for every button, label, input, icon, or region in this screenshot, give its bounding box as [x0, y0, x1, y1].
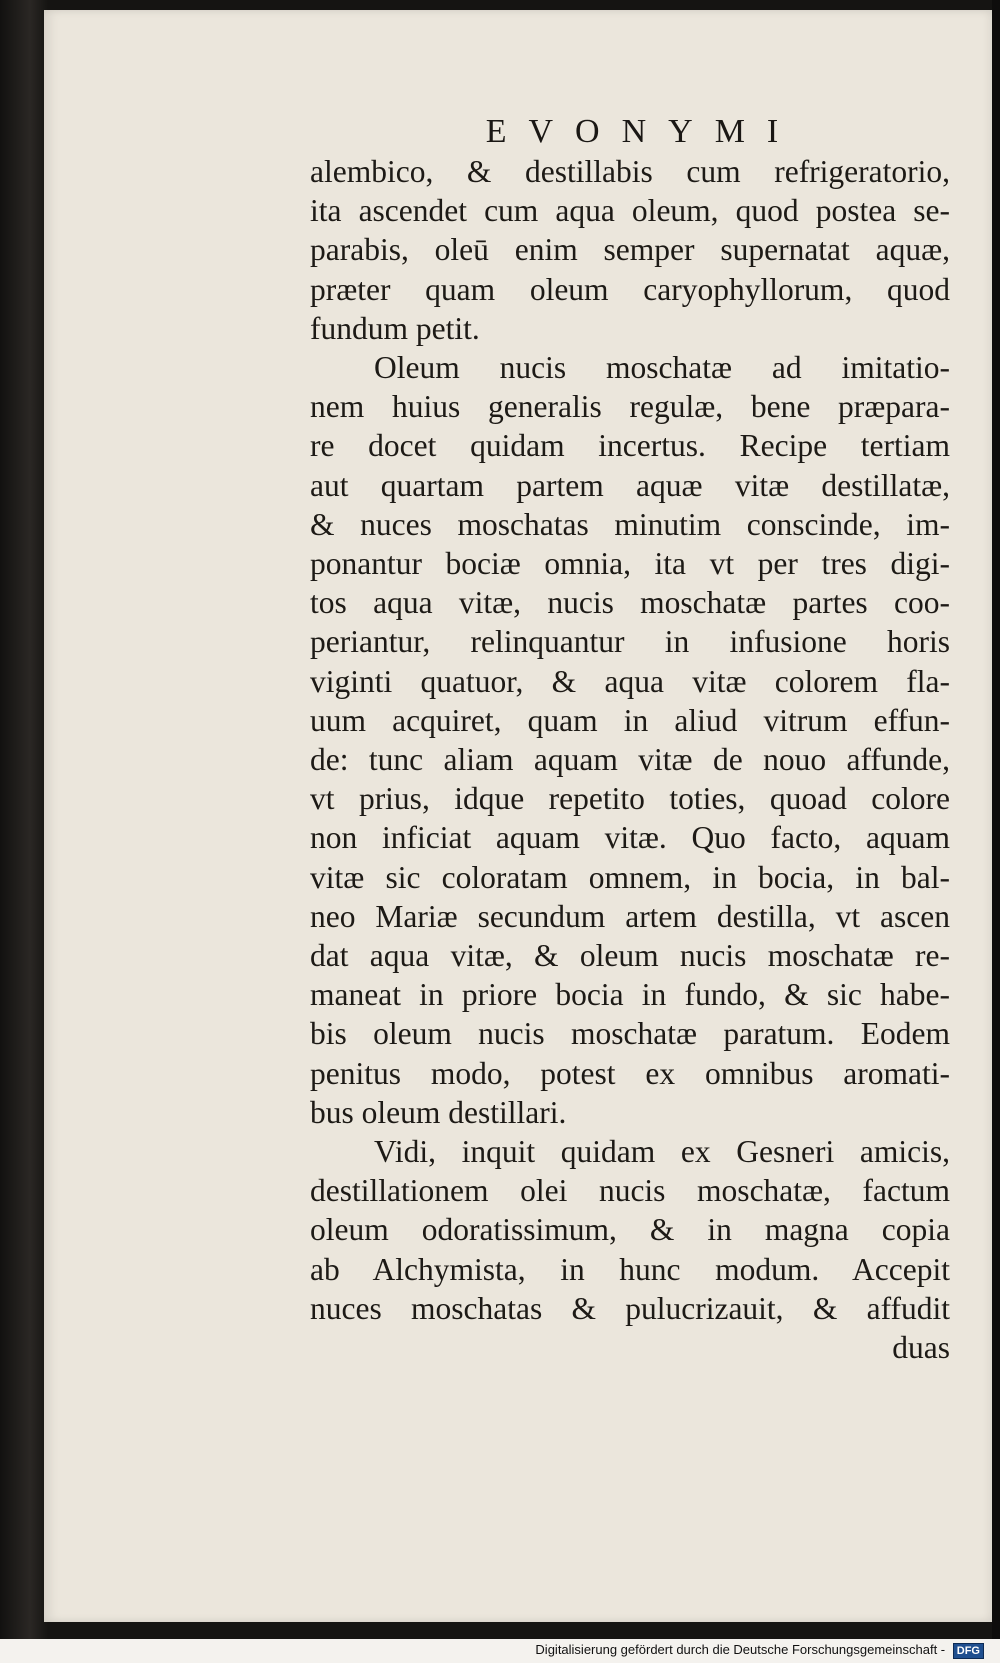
text-line: viginti quatuor, & aqua vitæ colorem fla-	[310, 663, 950, 699]
text-line: uum acquiret, quam in aliud vitrum effun-	[310, 702, 950, 738]
funding-credit-text: Digitalisierung gefördert durch die Deutsche Forschungsgemeinschaft -	[535, 1642, 946, 1658]
text-line: ab Alchymista, in hunc modum. Accepit	[310, 1251, 950, 1287]
text-line: non inficiat aquam vitæ. Quo facto, aquam	[310, 820, 950, 856]
text-line: maneat in priore bocia in fundo, & sic habe-	[310, 977, 950, 1013]
text-line: præter quam oleum caryophyllorum, quod	[310, 271, 950, 307]
text-line: & nuces moschatas minutim conscinde, im-	[310, 506, 950, 542]
text-line: de: tunc aliam aquam vitæ de nouo affunde,	[310, 742, 950, 778]
text-line: aut quartam partem aquæ vitæ destillatæ,	[310, 467, 950, 503]
text-line: vt prius, idque repetito toties, quoad colore	[310, 781, 950, 817]
text-line: ita ascendet cum aqua oleum, quod postea se-	[310, 193, 950, 229]
text-line: bus oleum destillari.	[310, 1094, 567, 1130]
text-line: vitæ sic coloratam omnem, in bocia, in bal-	[310, 859, 950, 895]
text-line: bis oleum nucis moschatæ paratum. Eodem	[310, 1016, 950, 1052]
text-line: destillationem olei nucis moschatæ, factum	[310, 1173, 950, 1209]
text-line: oleum odoratissimum, & in magna copia	[310, 1212, 950, 1248]
running-head: EVONYMI	[485, 113, 801, 150]
page-body-text	[310, 152, 950, 1367]
text-line: periantur, relinquantur in infusione horis	[310, 624, 950, 660]
dfg-logo-icon: DFG	[953, 1643, 984, 1659]
text-line: neo Mariæ secundum artem destilla, vt ascen	[310, 898, 950, 934]
text-line: alembico, & destillabis cum refrigeratorio,	[310, 154, 950, 189]
text-line: fundum petit.	[310, 310, 480, 346]
text-line: ponantur bociæ omnia, ita vt per tres digi-	[310, 546, 950, 582]
paragraph-start-line: Vidi, inquit quidam ex Gesneri amicis,	[374, 1134, 950, 1170]
text-line: dat aqua vitæ, & oleum nucis moschatæ re-	[310, 938, 950, 974]
text-line: tos aqua vitæ, nucis moschatæ partes coo-	[310, 585, 950, 621]
digitization-footer	[0, 1639, 1000, 1663]
text-line: penitus modo, potest ex omnibus aromati-	[310, 1055, 950, 1091]
text-line: parabis, oleū enim semper supernatat aquæ,	[310, 232, 950, 268]
scan-edge	[992, 0, 1000, 1663]
catchword: duas	[892, 1330, 950, 1366]
text-line: nem huius generalis regulæ, bene præpara-	[310, 389, 950, 425]
paragraph-start-line: Oleum nucis moschatæ ad imitatio-	[374, 350, 950, 386]
text-line: nuces moschatas & pulucrizauit, & affudit	[310, 1290, 950, 1326]
funding-credit	[535, 1642, 984, 1659]
text-line: re docet quidam incertus. Recipe tertiam	[310, 428, 950, 464]
